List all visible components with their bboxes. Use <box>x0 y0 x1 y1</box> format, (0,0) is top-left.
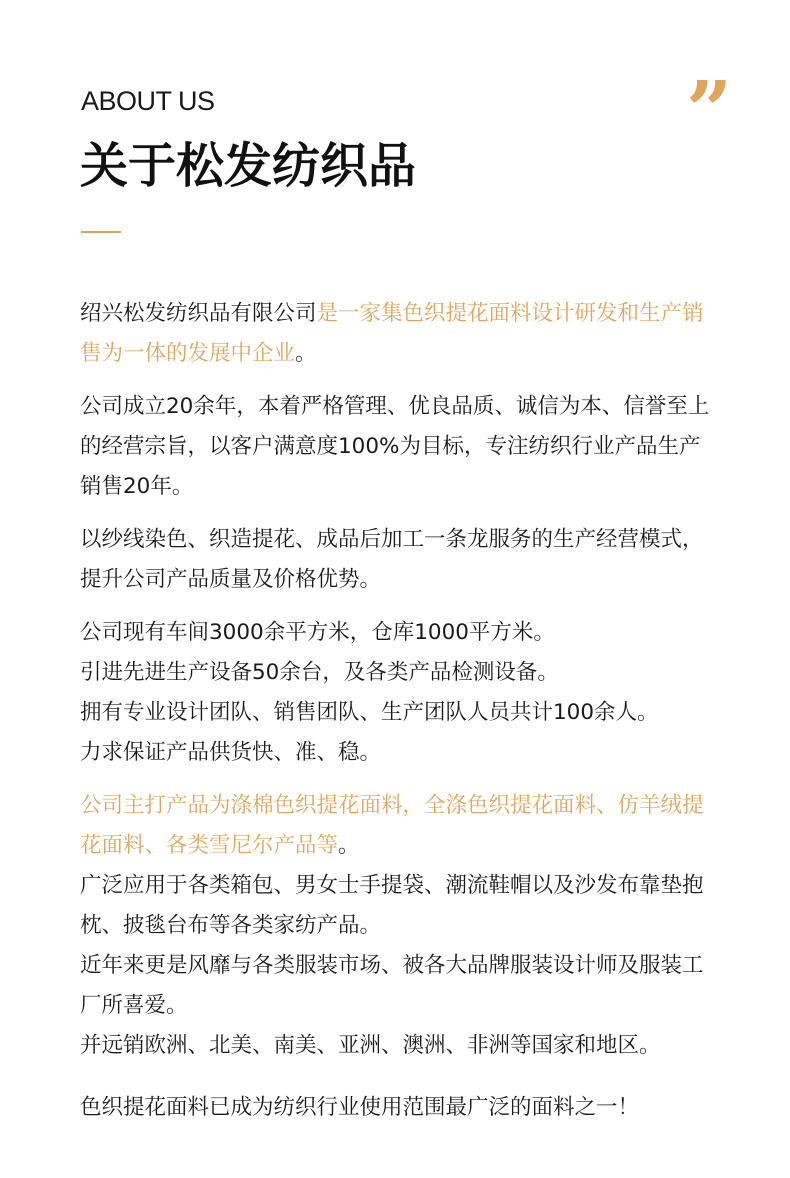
market-line: 近年来更是风靡与各类服装市场、被各大品牌服装设计师及服装工厂所喜爱。 <box>80 953 704 1018</box>
facility-line-1: 公司现有车间3000余平方米，仓库1000平方米。 <box>80 620 555 645</box>
company-description-highlight: 是一家集色织提花面料设计研发和生产销售为一体的发展中企业 <box>80 301 704 366</box>
facility-line-2: 引进先进生产设备50余台，及各类产品检测设备。 <box>80 660 559 685</box>
intro-paragraph <box>80 294 720 374</box>
closing-paragraph: 色织提花面料已成为纺织行业使用范围最广泛的面料之一！ <box>80 1095 640 1120</box>
history-paragraph: 公司成立20余年，本着严格管理、优良品质、诚信为本、信誉至上的经营宗旨，以客户满意度100%为目标，专注纺织行业产品生产销售20年。 <box>80 394 710 499</box>
about-us-label: ABOUT US <box>81 86 215 116</box>
application-line: 广泛应用于各类箱包、男女士手提袋、潮流鞋帽以及沙发布靠垫抱枕、披毯台布等各类家纺产品。 <box>80 873 704 938</box>
products-highlight: 公司主打产品为涤棉色织提花面料，全涤色织提花面料、仿羊绒提花面料、各类雪尼尔产品等 <box>80 793 704 858</box>
about-content <box>80 294 720 1128</box>
facility-line-3: 拥有专业设计团队、销售团队、生产团队人员共计100余人。 <box>80 700 659 725</box>
quote-mark-icon: ” <box>686 63 723 157</box>
products-paragraph <box>80 786 720 866</box>
intro-end: 。 <box>295 341 317 366</box>
title-divider <box>81 231 121 233</box>
service-paragraph: 以纱线染色、织造提花、成品后加工一条龙服务的生产经营模式，提升公司产品质量及价格优势。 <box>80 527 704 592</box>
export-line: 并远销欧洲、北美、南美、亚洲、澳洲、非洲等国家和地区。 <box>80 1033 661 1058</box>
company-name: 绍兴松发纺织品有限公司 <box>80 301 317 326</box>
products-end: 。 <box>338 833 360 858</box>
facility-line-4: 力求保证产品供货快、准、稳。 <box>80 740 382 765</box>
page-title: 关于松发纺织品 <box>80 138 417 194</box>
